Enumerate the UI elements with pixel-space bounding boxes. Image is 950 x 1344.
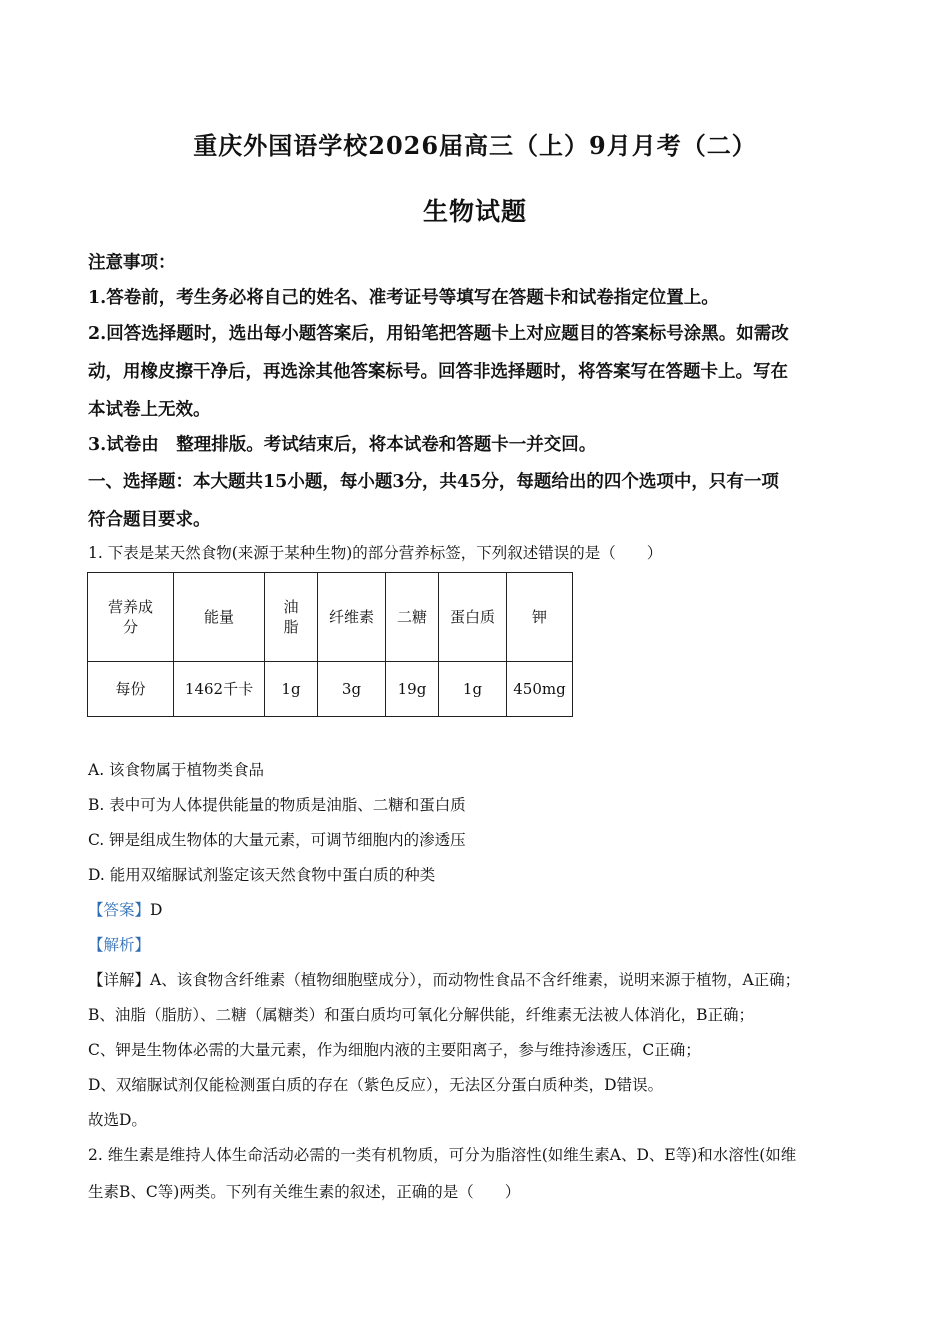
table-header-cell: 蛋白质: [449, 608, 495, 626]
option-d: D. 能用双缩脲试剂鉴定该天然食物中蛋白质的种类: [88, 866, 436, 884]
exam-subtitle: 生物试题: [422, 197, 527, 226]
section-heading-line-2: 符合题目要求。: [88, 510, 211, 530]
option-a: A. 该食物属于植物类食品: [88, 761, 265, 779]
table-cell: 1g: [265, 662, 318, 717]
answer-line: [88, 898, 162, 920]
detail-line-b: B、油脂（脂肪）、二糖（属糖类）和蛋白质均可氧化分解供能，纤维素无法被人体消化，B正确；: [88, 1006, 755, 1024]
notice-heading: 注意事项：: [88, 253, 176, 273]
conclusion: 故选D。: [88, 1111, 147, 1129]
table-cell: 1462千卡: [174, 662, 265, 717]
table-cell: 19g: [386, 662, 439, 717]
question-2-stem-line-1: 2. 维生素是维持人体生命活动必需的一类有机物质，可分为脂溶性(如维生素A、D、E等)和水溶性(如维: [88, 1146, 797, 1164]
table-row: [88, 662, 573, 717]
detail-tag: 【详解】: [88, 971, 151, 989]
answer-value: D: [150, 901, 163, 919]
notice-item-1: 1.答卷前，考生务必将自己的姓名、准考证号等填写在答题卡和试卷指定位置上。: [88, 288, 719, 308]
table-cell: 每份: [88, 662, 174, 717]
detail-line-d: D、双缩脲试剂仅能检测蛋白质的存在（紫色反应），无法区分蛋白质种类，D错误。: [88, 1076, 664, 1094]
table-header-cell: 钾: [531, 608, 547, 626]
table-header-cell: 油脂: [283, 598, 299, 636]
notice-item-2-line-3: 本试卷上无效。: [88, 400, 211, 420]
notice-item-2-line-2: 动，用橡皮擦干净后，再选涂其他答案标号。回答非选择题时，将答案写在答题卡上。写在: [88, 362, 788, 382]
table-header-cell: 纤维素: [328, 608, 374, 626]
notice-item-2-line-1: 2.回答选择题时，选出每小题答案后，用铅笔把答题卡上对应题目的答案标号涂黑。如需改: [88, 324, 789, 344]
table-cell: 1g: [439, 662, 507, 717]
option-b: B. 表中可为人体提供能量的物质是油脂、二糖和蛋白质: [88, 796, 466, 814]
detail-line-a: [88, 968, 800, 990]
table-header-cell: 能量: [203, 608, 234, 626]
detail-a-text: A、该食物含纤维素（植物细胞壁成分），而动物性食品不含纤维素，说明来源于植物，A正确；: [150, 971, 801, 989]
exam-title: 重庆外国语学校2026届高三（上）9月月考（二）: [193, 131, 757, 160]
notice-item-3: 3.试卷由 整理排版。考试结束后，将本试卷和答题卡一并交回。: [88, 435, 597, 455]
question-1-stem: 1. 下表是某天然食物(来源于某种生物)的部分营养标签，下列叙述错误的是（ ）: [88, 544, 663, 562]
answer-tag: 【答案】: [88, 901, 151, 919]
table-header-row: [88, 573, 573, 662]
section-heading-line-1: 一、选择题：本大题共15小题，每小题3分，共45分，每题给出的四个选项中，只有一项: [88, 472, 779, 492]
table-cell: 3g: [318, 662, 386, 717]
analysis-tag: 【解析】: [88, 936, 151, 954]
question-2-stem-line-2: 生素B、C等)两类。下列有关维生素的叙述，正确的是（ ）: [88, 1183, 521, 1201]
detail-line-c: C、钾是生物体必需的大量元素，作为细胞内液的主要阳离子，参与维持渗透压，C正确；: [88, 1041, 701, 1059]
table-cell: 450mg: [507, 662, 573, 717]
nutrition-table: [87, 572, 573, 717]
table-header-cell: 二糖: [396, 608, 427, 626]
table-header-cell: 营养成分: [107, 598, 153, 636]
option-c: C. 钾是组成生物体的大量元素，可调节细胞内的渗透压: [88, 831, 466, 849]
